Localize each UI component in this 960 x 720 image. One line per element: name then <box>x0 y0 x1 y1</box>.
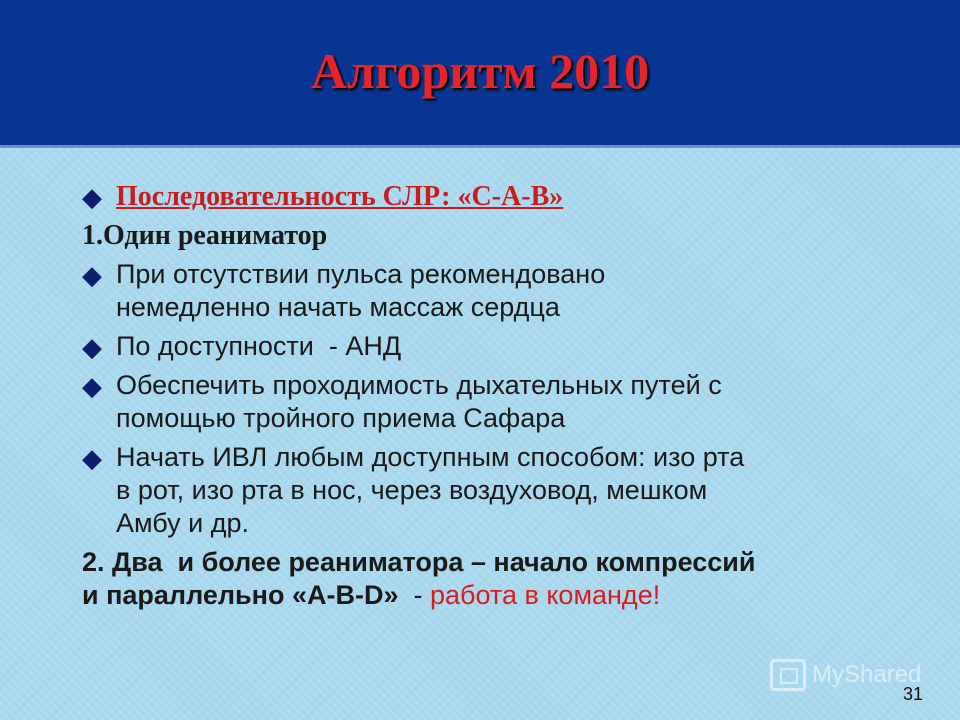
final-line-1: 2. Два и более реаниматора – начало компрессий <box>82 547 756 577</box>
section-heading: Последовательность СЛР: «С-А-В» <box>116 181 564 212</box>
diamond-bullet-icon: ◆ <box>82 371 102 401</box>
final-line-2-bold: и параллельно «A-B-D» <box>82 580 399 610</box>
list-item <box>82 180 942 213</box>
list-item <box>82 330 942 363</box>
list-item <box>82 219 942 252</box>
final-line-2-red: работа в команде! <box>429 580 661 610</box>
item-line: Обеспечить проходимость дыхательных путей с <box>116 370 722 400</box>
item-line: При отсутствии пульса рекомендовано <box>116 259 606 289</box>
item-line: немедленно начать массаж сердца <box>116 292 560 322</box>
myshared-logo-icon <box>770 659 806 691</box>
watermark-text: MyShared <box>812 661 922 688</box>
slide-content <box>82 180 942 618</box>
diamond-bullet-icon: ◆ <box>82 260 102 290</box>
page-number: 31 <box>903 684 924 704</box>
slide-title: Алгоритм 2010 <box>310 43 650 99</box>
list-item <box>82 258 942 324</box>
numbered-heading: 1.Один реаниматор <box>82 220 328 251</box>
final-item <box>82 546 942 612</box>
item-line: помощью тройного приема Сафара <box>116 403 566 433</box>
watermark <box>770 655 921 695</box>
item-line: По доступности - АНД <box>116 331 402 361</box>
final-line-2 <box>82 579 942 612</box>
item-line: в рот, изо рта в нос, через воздуховод, мешком <box>116 475 708 505</box>
diamond-bullet-icon: ◆ <box>82 332 102 362</box>
list-item <box>82 441 942 540</box>
final-line-2-sep: - <box>398 580 430 610</box>
header-bar <box>0 0 960 148</box>
list-item <box>82 369 942 435</box>
item-line: Амбу и др. <box>116 508 249 538</box>
diamond-bullet-icon: ◆ <box>82 443 102 473</box>
item-line: Начать ИВЛ любым доступным способом: изо рта <box>116 442 745 472</box>
diamond-bullet-icon: ◆ <box>82 182 102 212</box>
